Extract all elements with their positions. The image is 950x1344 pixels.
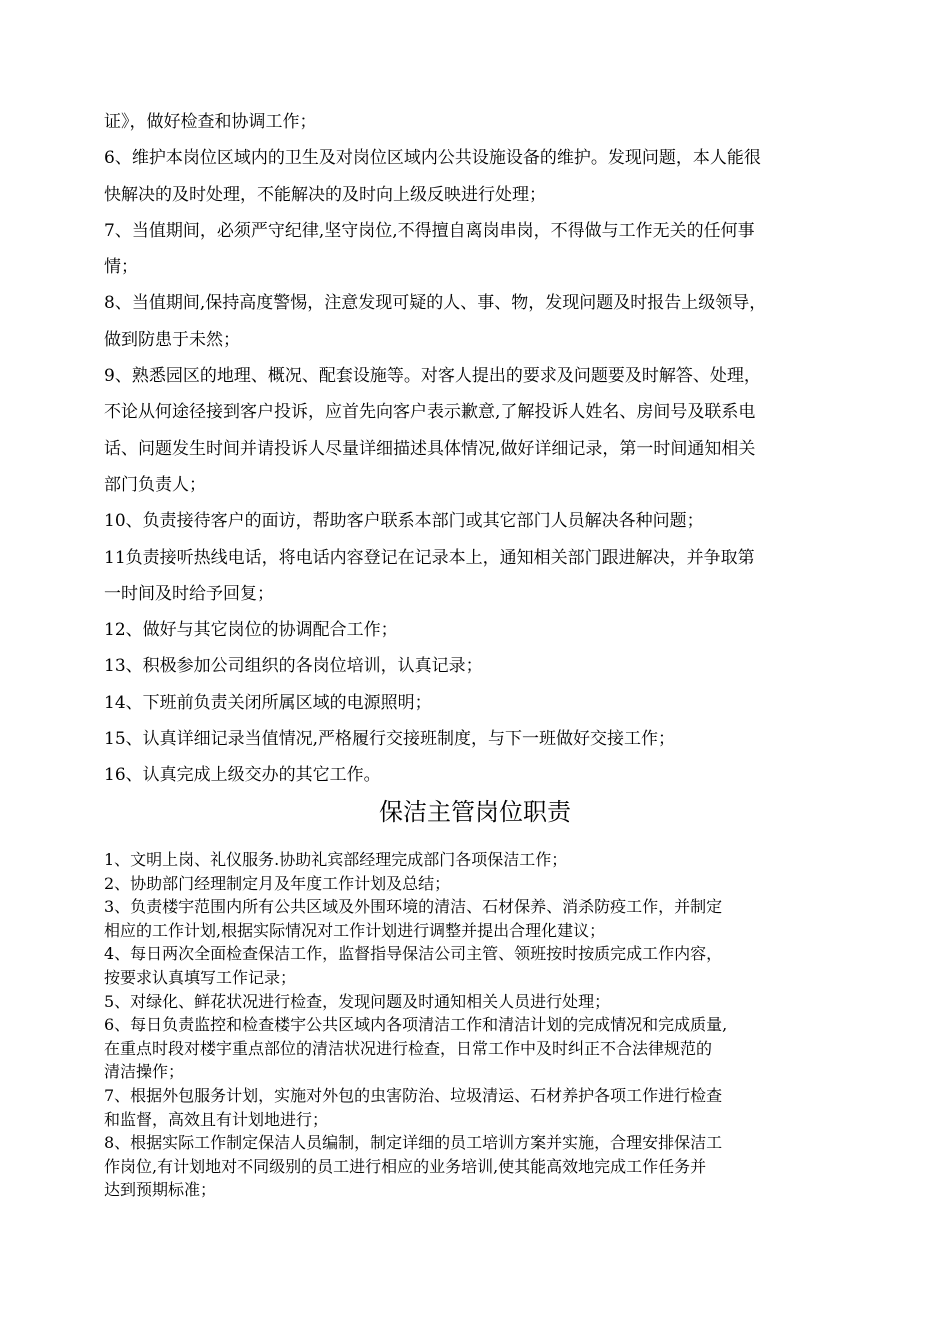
text-line: 和监督，高效且有计划地进行； (104, 1109, 329, 1129)
text-line: 在重点时段对楼宇重点部位的清洁状况进行检查，日常工作中及时纠正不合法律规范的 (104, 1038, 713, 1058)
text-line: 达到预期标准； (104, 1180, 217, 1200)
text-line: 部门负责人； (104, 474, 206, 495)
text-line: 6、维护本岗位区域内的卫生及对岗位区域内公共设施设备的维护。发现问题，本人能很 (104, 148, 761, 169)
text-line: 3、负责楼宇范围内所有公共区域及外围环境的清洁、石材保养、消杀防疫工作，并制定 (104, 897, 723, 917)
text-line: 一时间及时给予回复； (104, 583, 274, 604)
text-line: 快解决的及时处理，不能解决的及时向上级反映进行处理； (104, 184, 546, 205)
text-line: 7、根据外包服务计划，实施对外包的虫害防治、垃圾清运、石材养护各项工作进行检查 (104, 1085, 723, 1105)
text-line: 16、认真完成上级交办的其它工作。 (104, 765, 381, 786)
text-line: 作岗位,有计划地对不同级别的员工进行相应的业务培训,使其能高效地完成工作任务并 (104, 1156, 707, 1176)
text-line: 做到防患于未然； (104, 329, 240, 350)
duties-continued (104, 104, 864, 794)
text-line: 2、协助部门经理制定月及年度工作计划及总结； (104, 873, 451, 893)
text-line: 7、当值期间，必须严守纪律,坚守岗位,不得擅自离岗串岗，不得做与工作无关的任何事 (104, 220, 755, 241)
text-line: 12、做好与其它岗位的协调配合工作； (104, 620, 398, 641)
text-line: 8、根据实际工作制定保洁人员编制，制定详细的员工培训方案并实施，合理安排保洁工 (104, 1133, 723, 1153)
text-line: 5、对绿化、鲜花状况进行检查，发现问题及时通知相关人员进行处理； (104, 991, 611, 1011)
text-line: 15、认真详细记录当值情况,严格履行交接班制度，与下一班做好交接工作； (104, 729, 676, 750)
text-line: 情； (104, 257, 138, 278)
text-line: 话、问题发生时间并请投诉人尽量详细描述具体情况,做好详细记录，第一时间通知相关 (104, 438, 756, 459)
text-line: 13、积极参加公司组织的各岗位培训，认真记录； (104, 656, 483, 677)
text-line: 6、每日负责监控和检查楼宇公共区域内各项清洁工作和清洁计划的完成情况和完成质量, (104, 1015, 728, 1035)
text-line: 1、文明上岗、礼仪服务.协助礼宾部经理完成部门各项保洁工作； (104, 850, 568, 869)
text-line: 证》，做好检查和协调工作； (104, 112, 317, 132)
text-line: 清洁操作； (104, 1062, 185, 1082)
text-line: 不论从何途径接到客户投诉，应首先向客户表示歉意,了解投诉人姓名、房间号及联系电 (104, 402, 756, 423)
text-line: 14、下班前负责关闭所属区域的电源照明； (104, 692, 432, 713)
text-line: 9、熟悉园区的地理、概况、配套设施等。对客人提出的要求及问题要及时解答、处理， (104, 366, 761, 387)
cleaning-supervisor-duties (104, 848, 864, 1202)
text-line: 相应的工作计划,根据实际情况对工作计划进行调整并提出合理化建议； (104, 920, 606, 940)
text-line: 10、负责接待客户的面访，帮助客户联系本部门或其它部门人员解决各种问题； (104, 511, 704, 532)
text-line: 8、当值期间,保持高度警惕，注意发现可疑的人、事、物，发现问题及时报告上级领导， (104, 293, 767, 314)
text-line: 按要求认真填写工作记录； (104, 967, 297, 987)
section-title: 保洁主管岗位职责 (379, 798, 571, 826)
text-line: 11负责接听热线电话，将电话内容登记在记录本上，通知相关部门跟进解决，并争取第 (104, 547, 755, 568)
text-line: 4、每日两次全面检查保洁工作，监督指导保洁公司主管、领班按时按质完成工作内容， (104, 944, 723, 964)
